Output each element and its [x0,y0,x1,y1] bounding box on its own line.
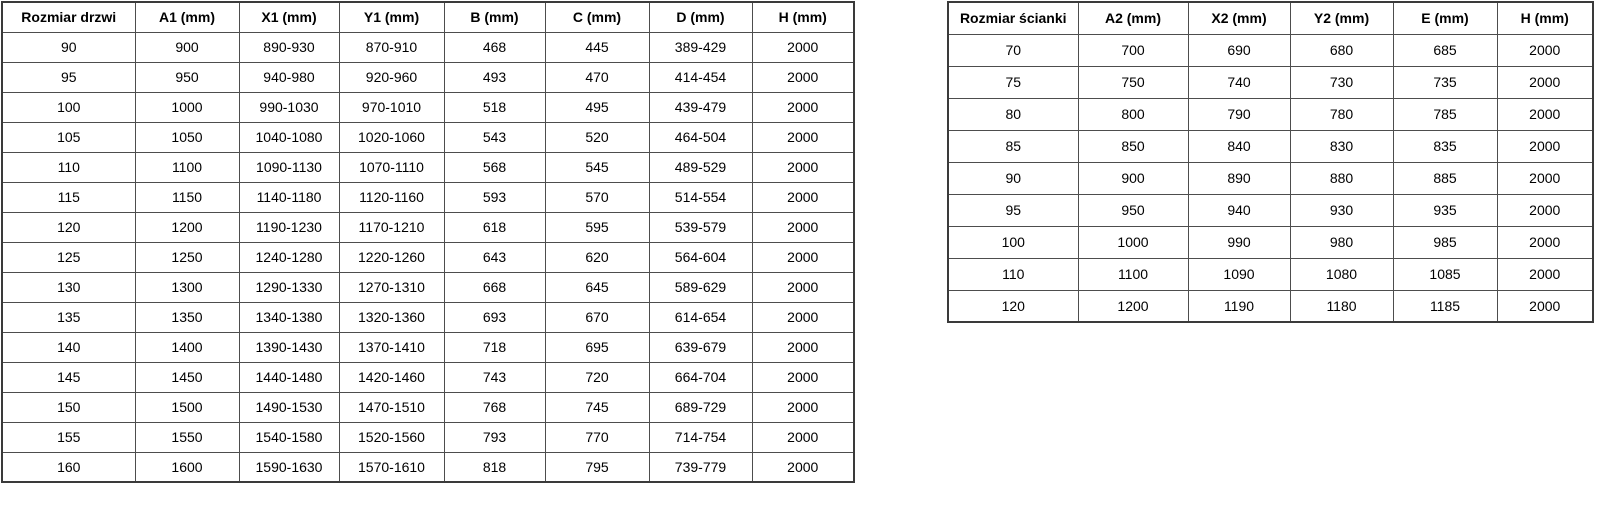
table-cell: 643 [444,242,545,272]
table-cell: 950 [1078,194,1188,226]
column-header: Rozmiar ścianki [948,2,1078,34]
table-cell: 489-529 [649,152,752,182]
table-cell: 1000 [135,92,239,122]
table-cell: 1090-1130 [239,152,339,182]
table-cell: 1370-1410 [339,332,444,362]
table-cell: 389-429 [649,32,752,62]
table-cell: 880 [1290,162,1393,194]
table-cell: 970-1010 [339,92,444,122]
table-cell: 595 [545,212,649,242]
table-cell: 1570-1610 [339,452,444,482]
table-cell: 2000 [752,422,854,452]
table-cell: 670 [545,302,649,332]
table-row [948,226,1593,258]
table-cell: 100 [948,226,1078,258]
table-cell: 620 [545,242,649,272]
table-cell: 770 [545,422,649,452]
table-cell: 1420-1460 [339,362,444,392]
table-cell: 2000 [752,332,854,362]
table-cell: 589-629 [649,272,752,302]
table-cell: 835 [1393,130,1497,162]
table-cell: 120 [948,290,1078,322]
table-cell: 1020-1060 [339,122,444,152]
table-cell: 1600 [135,452,239,482]
table-row [948,130,1593,162]
table-cell: 720 [545,362,649,392]
table-cell: 689-729 [649,392,752,422]
table-cell: 1270-1310 [339,272,444,302]
table-cell: 545 [545,152,649,182]
table-cell: 730 [1290,66,1393,98]
table-cell: 2000 [752,452,854,482]
table-cell: 80 [948,98,1078,130]
table-row [2,272,854,302]
table-cell: 1500 [135,392,239,422]
table-cell: 1120-1160 [339,182,444,212]
table-cell: 1390-1430 [239,332,339,362]
table-cell: 614-654 [649,302,752,332]
table-cell: 664-704 [649,362,752,392]
table-cell: 2000 [1497,98,1593,130]
table-cell: 145 [2,362,135,392]
table-row [948,66,1593,98]
table-cell: 700 [1078,34,1188,66]
table-cell: 768 [444,392,545,422]
table-cell: 2000 [1497,290,1593,322]
table-cell: 520 [545,122,649,152]
table-row [2,182,854,212]
table-cell: 980 [1290,226,1393,258]
column-header: B (mm) [444,2,545,32]
table-cell: 1300 [135,272,239,302]
table-row [2,32,854,62]
table-cell: 645 [545,272,649,302]
table-cell: 718 [444,332,545,362]
table-cell: 780 [1290,98,1393,130]
column-header: H (mm) [752,2,854,32]
table-cell: 439-479 [649,92,752,122]
table-cell: 1190 [1188,290,1290,322]
table-cell: 695 [545,332,649,362]
table-cell: 950 [135,62,239,92]
table-cell: 1290-1330 [239,272,339,302]
table-cell: 2000 [1497,66,1593,98]
table-cell: 564-604 [649,242,752,272]
table-cell: 593 [444,182,545,212]
table-cell: 940-980 [239,62,339,92]
table-cell: 735 [1393,66,1497,98]
table-row [948,258,1593,290]
table-cell: 795 [545,452,649,482]
table-cell: 685 [1393,34,1497,66]
door-table-body [2,32,854,482]
table-cell: 920-960 [339,62,444,92]
table-cell: 1440-1480 [239,362,339,392]
table-cell: 985 [1393,226,1497,258]
table-cell: 740 [1188,66,1290,98]
table-cell: 2000 [752,62,854,92]
table-row [2,242,854,272]
column-header: X2 (mm) [1188,2,1290,34]
table-cell: 70 [948,34,1078,66]
table-cell: 745 [545,392,649,422]
table-cell: 1590-1630 [239,452,339,482]
table-cell: 818 [444,452,545,482]
table-cell: 793 [444,422,545,452]
table-cell: 445 [545,32,649,62]
table-cell: 135 [2,302,135,332]
table-cell: 1350 [135,302,239,332]
table-cell: 110 [2,152,135,182]
table-cell: 800 [1078,98,1188,130]
table-row [948,34,1593,66]
table-cell: 1100 [1078,258,1188,290]
table-cell: 2000 [1497,194,1593,226]
table-cell: 1220-1260 [339,242,444,272]
table-cell: 668 [444,272,545,302]
table-cell: 690 [1188,34,1290,66]
table-cell: 470 [545,62,649,92]
table-cell: 115 [2,182,135,212]
column-header: H (mm) [1497,2,1593,34]
table-cell: 2000 [752,302,854,332]
table-cell: 160 [2,452,135,482]
table-cell: 90 [948,162,1078,194]
table-cell: 693 [444,302,545,332]
table-cell: 464-504 [649,122,752,152]
column-header: X1 (mm) [239,2,339,32]
table-cell: 790 [1188,98,1290,130]
table-cell: 125 [2,242,135,272]
table-cell: 990-1030 [239,92,339,122]
table-cell: 739-779 [649,452,752,482]
table-cell: 1320-1360 [339,302,444,332]
table-cell: 1340-1380 [239,302,339,332]
table-cell: 1140-1180 [239,182,339,212]
table-cell: 2000 [1497,34,1593,66]
table-row [948,98,1593,130]
table-row [2,212,854,242]
table-cell: 1000 [1078,226,1188,258]
table-cell: 1400 [135,332,239,362]
table-cell: 1250 [135,242,239,272]
table-row [2,92,854,122]
table-cell: 2000 [752,392,854,422]
table-cell: 935 [1393,194,1497,226]
wall-table-header-row [948,2,1593,34]
table-cell: 1150 [135,182,239,212]
table-cell: 850 [1078,130,1188,162]
table-cell: 495 [545,92,649,122]
table-cell: 1040-1080 [239,122,339,152]
table-row [948,162,1593,194]
table-cell: 110 [948,258,1078,290]
table-cell: 1470-1510 [339,392,444,422]
table-cell: 75 [948,66,1078,98]
table-cell: 155 [2,422,135,452]
table-cell: 1490-1530 [239,392,339,422]
table-row [2,362,854,392]
table-cell: 2000 [1497,226,1593,258]
table-cell: 1170-1210 [339,212,444,242]
table-cell: 85 [948,130,1078,162]
table-cell: 885 [1393,162,1497,194]
table-cell: 680 [1290,34,1393,66]
table-row [2,122,854,152]
table-cell: 570 [545,182,649,212]
table-cell: 870-910 [339,32,444,62]
table-cell: 514-554 [649,182,752,212]
table-cell: 105 [2,122,135,152]
table-cell: 90 [2,32,135,62]
column-header: E (mm) [1393,2,1497,34]
column-header: D (mm) [649,2,752,32]
table-cell: 930 [1290,194,1393,226]
table-cell: 1180 [1290,290,1393,322]
table-cell: 2000 [752,182,854,212]
table-cell: 95 [948,194,1078,226]
table-cell: 95 [2,62,135,92]
table-cell: 2000 [752,272,854,302]
table-cell: 1100 [135,152,239,182]
table-cell: 1050 [135,122,239,152]
table-cell: 1190-1230 [239,212,339,242]
table-cell: 618 [444,212,545,242]
table-cell: 2000 [752,242,854,272]
table-cell: 743 [444,362,545,392]
table-cell: 543 [444,122,545,152]
column-header: A2 (mm) [1078,2,1188,34]
table-cell: 1200 [135,212,239,242]
table-cell: 1185 [1393,290,1497,322]
column-header: Rozmiar drzwi [2,2,135,32]
door-size-table [1,1,855,483]
table-cell: 900 [135,32,239,62]
table-cell: 568 [444,152,545,182]
table-cell: 1450 [135,362,239,392]
table-cell: 785 [1393,98,1497,130]
table-cell: 2000 [752,92,854,122]
table-cell: 468 [444,32,545,62]
table-cell: 1540-1580 [239,422,339,452]
table-cell: 2000 [752,212,854,242]
table-cell: 150 [2,392,135,422]
table-cell: 539-579 [649,212,752,242]
table-cell: 140 [2,332,135,362]
table-row [948,194,1593,226]
column-header: Y2 (mm) [1290,2,1393,34]
table-cell: 940 [1188,194,1290,226]
table-row [2,302,854,332]
table-row [2,422,854,452]
table-cell: 2000 [752,32,854,62]
table-row [2,152,854,182]
table-cell: 714-754 [649,422,752,452]
table-cell: 1520-1560 [339,422,444,452]
table-cell: 100 [2,92,135,122]
table-cell: 2000 [752,362,854,392]
table-row [948,290,1593,322]
column-header: C (mm) [545,2,649,32]
table-cell: 120 [2,212,135,242]
table-cell: 2000 [752,122,854,152]
door-table-header-row [2,2,854,32]
table-cell: 890 [1188,162,1290,194]
table-cell: 1085 [1393,258,1497,290]
table-row [2,452,854,482]
column-header: Y1 (mm) [339,2,444,32]
table-cell: 2000 [1497,258,1593,290]
table-row [2,332,854,362]
table-cell: 840 [1188,130,1290,162]
column-header: A1 (mm) [135,2,239,32]
table-cell: 2000 [1497,130,1593,162]
table-cell: 1240-1280 [239,242,339,272]
table-cell: 1550 [135,422,239,452]
table-cell: 900 [1078,162,1188,194]
wall-size-table [947,1,1594,323]
table-cell: 1200 [1078,290,1188,322]
wall-table-body [948,34,1593,322]
table-cell: 1070-1110 [339,152,444,182]
table-cell: 493 [444,62,545,92]
table-cell: 414-454 [649,62,752,92]
table-cell: 750 [1078,66,1188,98]
table-cell: 1080 [1290,258,1393,290]
table-cell: 518 [444,92,545,122]
table-cell: 990 [1188,226,1290,258]
table-cell: 1090 [1188,258,1290,290]
table-cell: 890-930 [239,32,339,62]
table-cell: 2000 [752,152,854,182]
table-cell: 639-679 [649,332,752,362]
table-row [2,392,854,422]
table-cell: 130 [2,272,135,302]
table-cell: 830 [1290,130,1393,162]
table-row [2,62,854,92]
table-cell: 2000 [1497,162,1593,194]
